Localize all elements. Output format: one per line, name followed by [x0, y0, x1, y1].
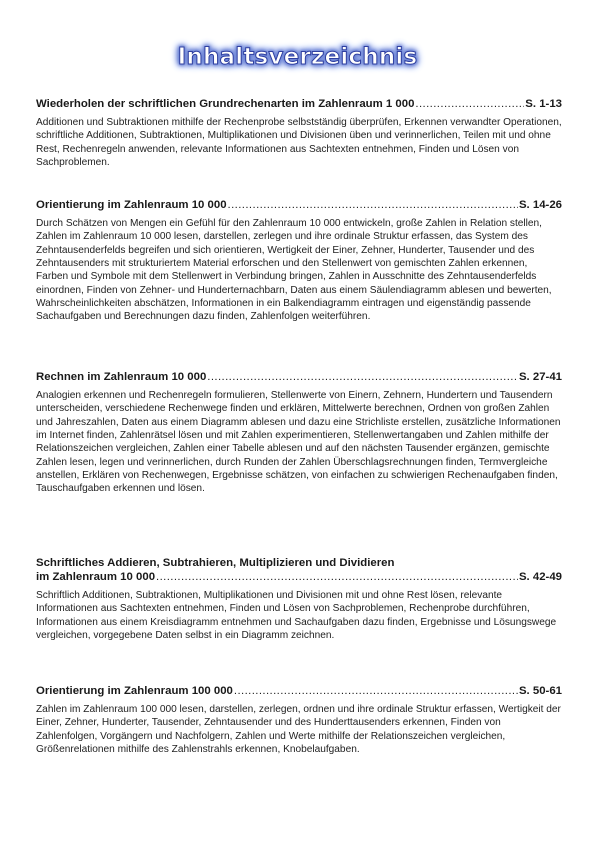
toc-entry-description: Schriftlich Additionen, Subtraktionen, Multiplikationen und Divisionen mit und ohne Rest lösen, relevante Informationen aus Sachtexten entnehmen, Finden und Lösen von Sachproblemen, Rechenprobe durchführen, Informationen aus einem Kreisdiagramm entnehmen und Sachaufgaben dazu finden, Ergebnisse und Lösungswege vergleichen, vorgegebene Daten selbst in ein Diagramm zeichnen.: [36, 590, 557, 642]
toc-section-4: [36, 556, 562, 642]
dot-leader: [207, 370, 518, 384]
page-title: Inhaltsverzeichnis: [177, 44, 418, 70]
dot-leader: [415, 97, 524, 111]
title-area: [0, 44, 595, 70]
toc-entry-pages: S. 27-41: [518, 371, 562, 383]
dot-leader: [234, 684, 518, 698]
toc-section-5: [36, 684, 562, 756]
toc-section-1: [36, 97, 562, 169]
toc-entry-pages: S. 50-61: [518, 685, 562, 697]
toc-entry-pages: S. 1-13: [525, 98, 562, 110]
toc-entry-title: Wiederholen der schriftlichen Grundrechenarten im Zahlenraum 1 000: [36, 98, 415, 110]
toc-entry-title-line: [36, 556, 562, 570]
toc-section-3: [36, 370, 562, 496]
toc-entry-description: Durch Schätzen von Mengen ein Gefühl für den Zahlenraum 10 000 entwickeln, große Zahlen in Relation stellen, Zahlen im Zahlenraum 10 000 lesen, darstellen, zerlegen und ihre ordinale Struktur erfassen, das System des Zehntausenderfelds begreifen und sich orientieren, Wertigkeit der Einer, Zehner, Hunderter, Tausender und des Zehntausenders mit strukturiertem Material erforschen und den Stellenwert von gemischten Zahlen erkennen, Farben und Symbole mit dem Stellenwert in Verbindung bringen, Zahlen in Ausschnitte des Zehntausenderfelds einordnen, Finden von Zehner- und Hunderternachbarn, Daten aus einem Säulendiagramm ablesen und bewerten, Wahrscheinlichkeiten abschätzen, Informationen in ein Balkendiagramm eintragen und eigenständig passende Sachaufgaben und Berechnungen dazu finden, Zahlenfolgen weiterführen.: [36, 218, 552, 323]
dot-leader: [156, 570, 518, 584]
toc-entry-heading[interactable]: [36, 97, 562, 111]
toc-entry-title: Rechnen im Zahlenraum 10 000: [36, 371, 207, 383]
toc-entry-heading[interactable]: [36, 684, 562, 698]
toc-entry-title: Schriftliches Addieren, Subtrahieren, Multiplizieren und Dividieren: [36, 557, 395, 569]
toc-section-2: [36, 198, 562, 324]
toc-entry-heading[interactable]: [36, 370, 562, 384]
toc-entry-title: Orientierung im Zahlenraum 10 000: [36, 199, 227, 211]
toc-entry-heading[interactable]: [36, 198, 562, 212]
toc-entry-pages: S. 42-49: [518, 571, 562, 583]
toc-entry-pages: S. 14-26: [518, 199, 562, 211]
toc-entry-description: Analogien erkennen und Rechenregeln formulieren, Stellenwerte von Einern, Zehnern, Hundertern und Tausendern unterscheiden, verschiedene Rechenwege finden und erklären, Mittelwerte berechnen, Ordnen von großen Zahlen und Jahreszahlen, Daten aus einem Diagramm ablesen und dazu eine Strichliste erstellen, zusätzliche Informationen im Internet finden, Zahlenrätsel lösen und mit Zahlen experimentieren, Stellenwertangaben und Zahlen mithilfe der Relationszeichen vergleichen, Zahlen einer Tabelle ablesen und auf den nächsten Tausender ergänzen, gemischte Zahlen lesen, legen und verinnerlichen, durch Runden der Zahlen Überschlagsrechnungen finden, Termvergleiche anstellen, Erklären von Rechenwegen, Ergebnisse schätzen, von einfachen zu schwierigen Rechenaufgaben finden, Tauschaufgaben erkennen und lösen.: [36, 390, 561, 495]
toc-entry-title: Orientierung im Zahlenraum 100 000: [36, 685, 233, 697]
toc-entry-description: Additionen und Subtraktionen mithilfe der Rechenprobe selbstständig überprüfen, Erkennen verwandter Operationen, schriftliche Additionen, Subtraktionen, Multiplikationen und Divisionen üben und verinnerlichen, Teilen mit und ohne Rest, Rechenregeln anwenden, relevante Informationen aus Sachtexten entnehmen, Finden und Lösen von Sachproblemen.: [36, 117, 562, 169]
toc-entry-description: Zahlen im Zahlenraum 100 000 lesen, darstellen, zerlegen, ordnen und ihre ordinale Struktur erfassen, Wertigkeit der Einer, Zehner, Hunderter, Tausender, Zehntausender und des Hunderttausenders erkennen, Finden von Zahlenfolgen, Vorgängern und Nachfolgern, Zahlen und Werte mithilfe der Relationszeichen vergleichen, Größenrelationen mithilfe des Zahlenstrahls erkennen, Knobelaufgaben.: [36, 704, 561, 756]
toc-entry-title-continued: im Zahlenraum 10 000: [36, 571, 156, 583]
dot-leader: [228, 198, 518, 212]
toc-entry-title-line: [36, 570, 562, 584]
toc-entry-heading[interactable]: [36, 556, 562, 584]
